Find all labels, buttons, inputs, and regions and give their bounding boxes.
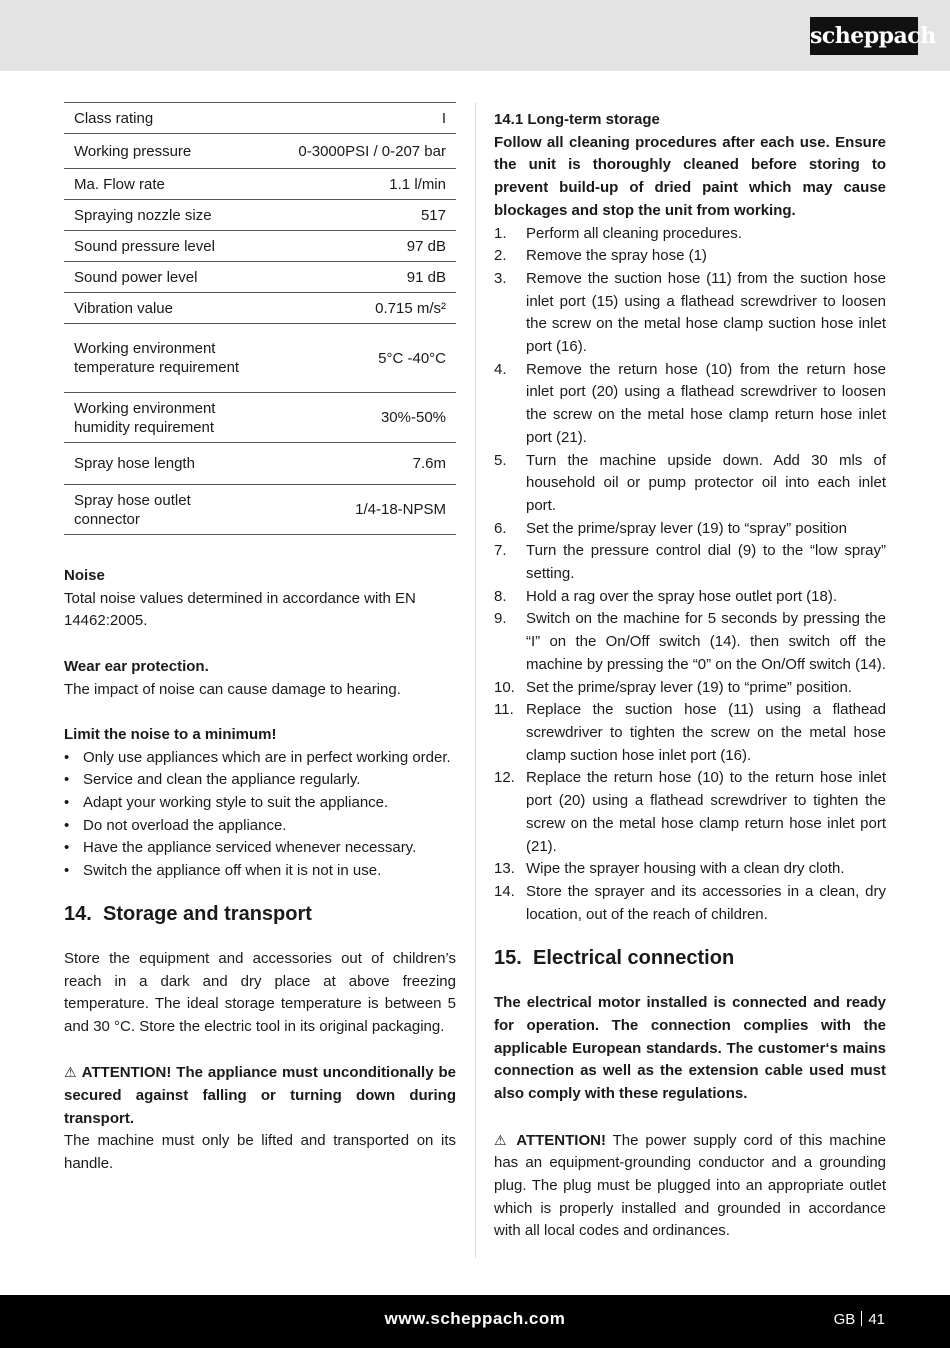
spec-value: I [259, 103, 456, 134]
table-row [64, 134, 456, 169]
list-item: 8. Hold a rag over the spray hose outlet port (18). [494, 587, 838, 605]
section-title: Storage and transport [103, 902, 312, 925]
warning-triangle-icon: ⚠ [64, 1064, 78, 1081]
ear-protection-text: The impact of noise can cause damage to hearing. [64, 680, 401, 698]
section-number: 14. [64, 902, 92, 925]
spec-value: 0-3000PSI / 0-207 bar [259, 134, 456, 169]
spec-label: Class rating [64, 103, 259, 134]
storage-handle-text: The machine must only be lifted and transported on its handle. [64, 1132, 456, 1173]
spec-label: Spray hose length [64, 443, 259, 485]
list-item: 12. Replace the return hose (10) to the return hose inlet port (20) using a flathead screwdriver to tighten the screw on the metal hose clamp return hose inlet port (21). [494, 769, 886, 855]
list-item: 10. Set the prime/spray lever (19) to “prime” position. [494, 678, 852, 696]
list-item: 2. Remove the spray hose (1) [494, 247, 707, 265]
spec-value: 1/4-18-NPSM [259, 485, 456, 535]
spec-value: 5°C -40°C [259, 324, 456, 393]
ear-protection-title: Wear ear protection. [64, 657, 209, 675]
list-item: • Only use appliances which are in perfect working order. [64, 747, 456, 770]
spec-label: Working environment humidity requirement [64, 393, 259, 443]
table-row [64, 231, 456, 262]
column-divider [475, 103, 476, 1258]
table-row [64, 324, 456, 393]
specifications-table [64, 102, 456, 535]
electrical-intro: The electrical motor installed is connected and ready for operation. The connection complies with the applicable European standards. The customer‘s mains connection as well as the extension cable used must also comply with these regulations. [494, 994, 886, 1103]
list-item: • Switch the appliance off when it is not in use. [64, 860, 456, 883]
spec-value: 91 dB [259, 262, 456, 293]
table-row [64, 485, 456, 535]
list-item: • Adapt your working style to suit the appliance. [64, 792, 456, 815]
table-row [64, 262, 456, 293]
long-term-steps [494, 223, 886, 927]
noise-bullet-list [64, 747, 456, 883]
table-row [64, 393, 456, 443]
table-row [64, 443, 456, 485]
spec-label: Vibration value [64, 293, 259, 324]
left-column [64, 102, 456, 1176]
storage-text: Store the equipment and accessories out of children’s reach in a dark and dry place at above freezing temperature. The ideal storage temperature is between 5 and 30 °C. Store the electric tool in its original packaging. [64, 949, 456, 1035]
noise-title: Noise [64, 567, 105, 584]
spec-label: Spraying nozzle size [64, 200, 259, 231]
list-item: • Do not overload the appliance. [64, 815, 456, 838]
section-heading-electrical [494, 945, 886, 971]
header-bar [0, 0, 950, 71]
spec-label: Spray hose outlet connector [64, 485, 259, 535]
attention-label: ATTENTION! [516, 1131, 606, 1149]
website-url[interactable]: www.scheppach.com [384, 1309, 566, 1328]
list-item: 7. Turn the pressure control dial (9) to the “low spray” setting. [494, 542, 886, 583]
page-indicator [834, 1309, 885, 1332]
language-code: GB [833, 1311, 856, 1328]
spec-label: Working pressure [64, 134, 259, 169]
right-column [494, 109, 886, 1243]
list-item: 1. Perform all cleaning procedures. [494, 224, 742, 242]
limit-noise-title: Limit the noise to a minimum! [64, 725, 277, 743]
list-item: • Service and clean the appliance regularly. [64, 769, 456, 792]
storage-attention-text: ATTENTION! The appliance must unconditionally be secured against falling or turning down during transport. [64, 1064, 456, 1127]
spec-value: 0.715 m/s² [259, 293, 456, 324]
storage-attention [64, 1061, 456, 1130]
list-item: 5. Turn the machine upside down. Add 30 mls of household oil or pump protector oil into each inlet port. [494, 451, 886, 514]
spec-value: 517 [259, 200, 456, 231]
list-item: 11. Replace the suction hose (11) using a flathead screwdriver to tighten the screw on the metal hose clamp suction hose inlet port (16). [494, 701, 886, 764]
warning-triangle-icon: ⚠ [494, 1131, 510, 1148]
list-item: 4. Remove the return hose (10) from the return hose inlet port (20) using a flathead screwdriver to loosen the screw on the metal hose clamp return hose inlet port (21). [494, 360, 886, 446]
electrical-attention [494, 1129, 886, 1244]
list-item: 13. Wipe the sprayer housing with a clean dry cloth. [494, 860, 845, 878]
table-row [64, 169, 456, 200]
long-term-intro: Follow all cleaning procedures after each use. Ensure the unit is thoroughly cleaned before storing to prevent build-up of dried paint which may cause blockages and stop the unit from working. [494, 133, 886, 219]
table-row [64, 293, 456, 324]
separator [861, 1311, 862, 1326]
page-number: 41 [868, 1311, 885, 1328]
list-item: 9. Switch on the machine for 5 seconds by pressing the “I” on the On/Off switch (14). then switch off the machine by pressing the “0” on the On/Off switch (14). [494, 610, 886, 673]
spec-value: 1.1 l/min [259, 169, 456, 200]
long-term-storage-title: 14.1 Long-term storage [494, 111, 660, 128]
spec-label: Ma. Flow rate [64, 169, 259, 200]
electrical-attention-text: The power supply cord of this machine has an equipment-grounding conductor and a grounding plug. The plug must be plugged into an appropriate outlet which is properly installed and grounded in accordance with all local codes and ordinances. [494, 1131, 886, 1240]
table-row [64, 103, 456, 134]
section-title: Electrical connection [533, 947, 735, 970]
spec-value: 7.6m [259, 443, 456, 485]
section-number: 15. [494, 947, 522, 970]
list-item: • Have the appliance serviced whenever necessary. [64, 837, 456, 860]
table-row [64, 200, 456, 231]
list-item: 3. Remove the suction hose (11) from the suction hose inlet port (15) using a flathead screwdriver to loosen the screw on the metal hose clamp suction hose inlet port (16). [494, 269, 886, 356]
spec-label: Sound pressure level [64, 231, 259, 262]
section-heading-storage [64, 901, 456, 927]
spec-label: Sound power level [64, 262, 259, 293]
spec-value: 97 dB [259, 231, 456, 262]
spec-value: 30%-50% [259, 393, 456, 443]
list-item: 14. Store the sprayer and its accessories in a clean, dry location, out of the reach of children. [494, 882, 886, 923]
spec-label: Working environment temperature requirement [64, 324, 259, 393]
noise-text: Total noise values determined in accordance with EN 14462:2005. [64, 589, 416, 630]
list-item: 6. Set the prime/spray lever (19) to “spray” position [494, 519, 847, 537]
brand-logo: scheppach [810, 17, 918, 55]
footer-bar [0, 1295, 950, 1348]
